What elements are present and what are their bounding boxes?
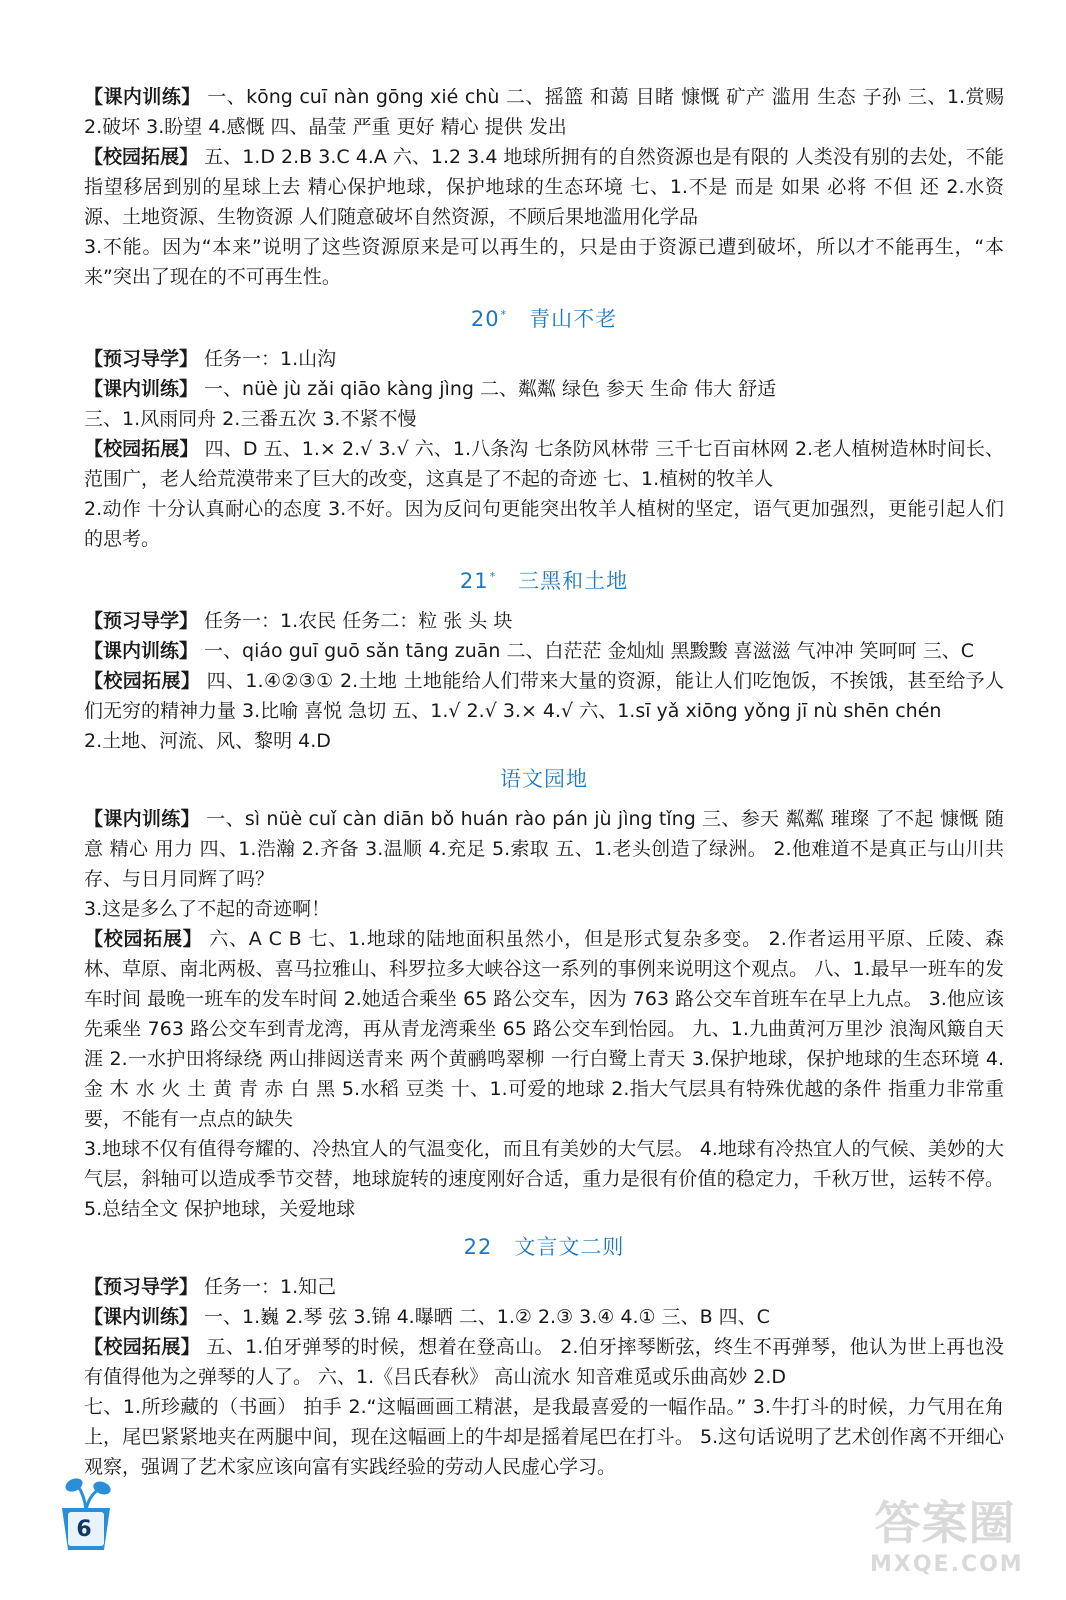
lesson21-title-text: 三黑和土地 xyxy=(518,569,629,593)
section-tag: 【课内训练】 xyxy=(84,378,199,400)
lesson22-preview: 【预习导学】 任务一：1.知己 xyxy=(84,1276,337,1298)
section-tag: 【课内训练】 xyxy=(84,808,200,830)
lesson20-number: 20* xyxy=(470,307,508,331)
lesson19-extension: 【校园拓展】 五、1.D 2.B 3.C 4.A 六、1.2 3.4 地球所拥有的自然资源也是有限的 人类没有别的去处，不能指望移居到别的星球上去 精心保护地球，保护地球的生态环境 七、1.不是 而是 如果 必将 不但 还 2.水资源、土地资源、生物资源 人们随意破坏自然资源，不顾后果地滥用化学品 xyxy=(84,146,1004,228)
lesson20-preview: 【预习导学】 任务一：1.山沟 xyxy=(84,348,337,370)
lesson21-number: 21* xyxy=(459,569,497,593)
lesson20-title-text: 青山不老 xyxy=(529,307,618,331)
lesson22-class-training: 【课内训练】 一、1.巍 2.琴 弦 3.锦 4.曝晒 二、1.② 2.③ 3.④ 4.① 三、B 四、C xyxy=(84,1306,770,1328)
section-tag: 【预习导学】 xyxy=(84,1276,199,1298)
lesson20-title xyxy=(84,300,1004,334)
lesson21-extension-cont: 2.土地、河流、风、黎明 4.D xyxy=(84,730,331,752)
section-tag: 【校园拓展】 xyxy=(84,146,199,168)
section-tag: 【预习导学】 xyxy=(84,348,199,370)
section-tag: 【校园拓展】 xyxy=(84,438,199,460)
lesson22-extension: 【校园拓展】 五、1.伯牙弹琴的时候，想着在登高山。 2.伯牙摔琴断弦，终生不再弹琴，他认为世上再也没有值得他为之弹琴的人了。 六、1.《吕氏春秋》 高山流水 知音难觅或乐曲高妙 2.D xyxy=(84,1336,1004,1388)
lesson20-extension-cont: 2.动作 十分认真耐心的态度 3.不好。因为反问句更能突出牧羊人植树的坚定，语气更加强烈，更能引起人们的思考。 xyxy=(84,498,1004,550)
lesson21-star: * xyxy=(489,570,497,583)
section-tag: 【课内训练】 xyxy=(84,86,201,108)
lesson20-star: * xyxy=(500,308,508,321)
lesson20-extension: 【校园拓展】 四、D 五、1.× 2.√ 3.√ 六、1.八条沟 七条防风林带 三千七百亩林网 2.老人植树造林时间长、范围广，老人给荒漠带来了巨大的改变，这真是了不起的奇迹 七、1.植树的牧羊人 xyxy=(84,438,1004,490)
lesson20-class-training-cont: 三、1.风雨同舟 2.三番五次 3.不紧不慢 xyxy=(84,408,417,430)
answer-page xyxy=(84,82,1004,1482)
lesson22-title-text: 文言文二则 xyxy=(514,1235,625,1259)
yuwen-class-training: 【课内训练】 一、sì nüè cuǐ càn diān bǒ huán rào pán jù jìng tǐng 三、参天 粼粼 璀璨 了不起 慷慨 随意 精心 用力 四、1.浩瀚 2.齐备 3.温顺 4.充足 5.索取 五、1.老头创造了绿洲。 2.他难道不是真正与山川共存、与日月同辉了吗？ xyxy=(84,808,1004,890)
lesson21-extension: 【校园拓展】 四、1.④②③① 2.土地 土地能给人们带来大量的资源，能让人们吃饱饭，不挨饿，甚至给予人们无穷的精神力量 3.比喻 喜悦 急切 五、1.√ 2.√ 3.× 4.√ 六、1.sī yǎ xiōng yǒng jī nù shēn chén xyxy=(84,670,1004,722)
lesson22-extension-cont: 七、1.所珍藏的（书画） 拍手 2.“这幅画画工精湛，是我最喜爱的一幅作品。” 3.牛打斗的时候，力气用在角上，尾巴紧紧地夹在两腿中间，现在这幅画上的牛却是摇着尾巴在打斗。 5.这句话说明了艺术创作离不开细心观察，强调了艺术家应该向富有实践经验的劳动人民虚心学习。 xyxy=(84,1396,1004,1478)
section-tag: 【校园拓展】 xyxy=(84,928,203,950)
lesson21-title xyxy=(84,562,1004,596)
lesson21-class-training: 【课内训练】 一、qiáo guī guō sǎn tāng zuān 二、白茫茫 金灿灿 黑黢黢 喜滋滋 气冲冲 笑呵呵 三、C xyxy=(84,640,974,662)
yuwen-extension: 【校园拓展】 六、A C B 七、1.地球的陆地面积虽然小，但是形式复杂多变。 2.作者运用平原、丘陵、森林、草原、南北两极、喜马拉雅山、科罗拉多大峡谷这一系列的事例来说明这个观点。 八、1.最早一班车的发车时间 最晚一班车的发车时间 2.她适合乘坐 65 路公交车，因为 763 路公交车首班车在早上九点。 3.他应该先乘坐 763 路公交车到青龙湾，再从青龙湾乘坐 65 路公交车到怡园。 九、1.九曲黄河万里沙 浪淘风簸自天涯 2.一水护田将绿绕 两山排闼送青来 两个黄鹂鸣翠柳 一行白鹭上青天 3.保护地球，保护地球的生态环境 4.金 木 水 火 土 黄 青 赤 白 黑 5.水稻 豆类 十、1.可爱的地球 2.指大气层具有特殊优越的条件 指重力非常重要，不能有一点点的缺失 xyxy=(84,928,1004,1130)
lesson19-class-training: 【课内训练】 一、kōng cuī nàn gōng xié chù 二、摇篮 和蔼 目睹 慷慨 矿产 滥用 生态 子孙 三、1.赏赐 2.破坏 3.盼望 4.感慨 四、晶莹 严重 更好 精心 提供 发出 xyxy=(84,86,1004,138)
lesson22-title xyxy=(84,1232,1004,1262)
lesson20-class-training: 【课内训练】 一、nüè jù zǎi qiāo kàng jìng 二、粼粼 绿色 参天 生命 伟大 舒适 xyxy=(84,378,777,400)
site-watermark xyxy=(870,1494,1024,1586)
yuwen-garden-title: 语文园地 xyxy=(500,767,588,791)
section-tag: 【校园拓展】 xyxy=(84,670,201,692)
yuwen-extension-cont: 3.地球不仅有值得夸耀的、冷热宜人的气温变化，而且有美妙的大气层。 4.地球有冷热宜人的气候、美妙的大气层，斜轴可以造成季节交替，地球旋转的速度刚好合适，重力是很有价值的稳定力，千秋万世，运转不停。 5.总结全文 保护地球，关爱地球 xyxy=(84,1138,1004,1220)
yuwen-class-training-cont: 3.这是多么了不起的奇迹啊！ xyxy=(84,898,331,920)
section-tag: 【预习导学】 xyxy=(84,610,199,632)
page-number: 6 xyxy=(76,1517,92,1542)
watermark-url: MXQE.COM xyxy=(870,1552,1024,1577)
lesson19-extension-cont: 3.不能。因为“本来”说明了这些资源原来是可以再生的，只是由于资源已遭到破坏，所以才不能再生，“本来”突出了现在的不可再生性。 xyxy=(84,236,1004,288)
section-tag: 【课内训练】 xyxy=(84,640,199,662)
watermark-logo-text: 答案圈 xyxy=(874,1496,1016,1550)
section-tag: 【校园拓展】 xyxy=(84,1336,201,1358)
lesson22-number: 22 xyxy=(463,1235,493,1259)
lesson21-preview: 【预习导学】 任务一：1.农民 任务二：粒 张 头 块 xyxy=(84,610,513,632)
section-tag: 【课内训练】 xyxy=(84,1306,199,1328)
